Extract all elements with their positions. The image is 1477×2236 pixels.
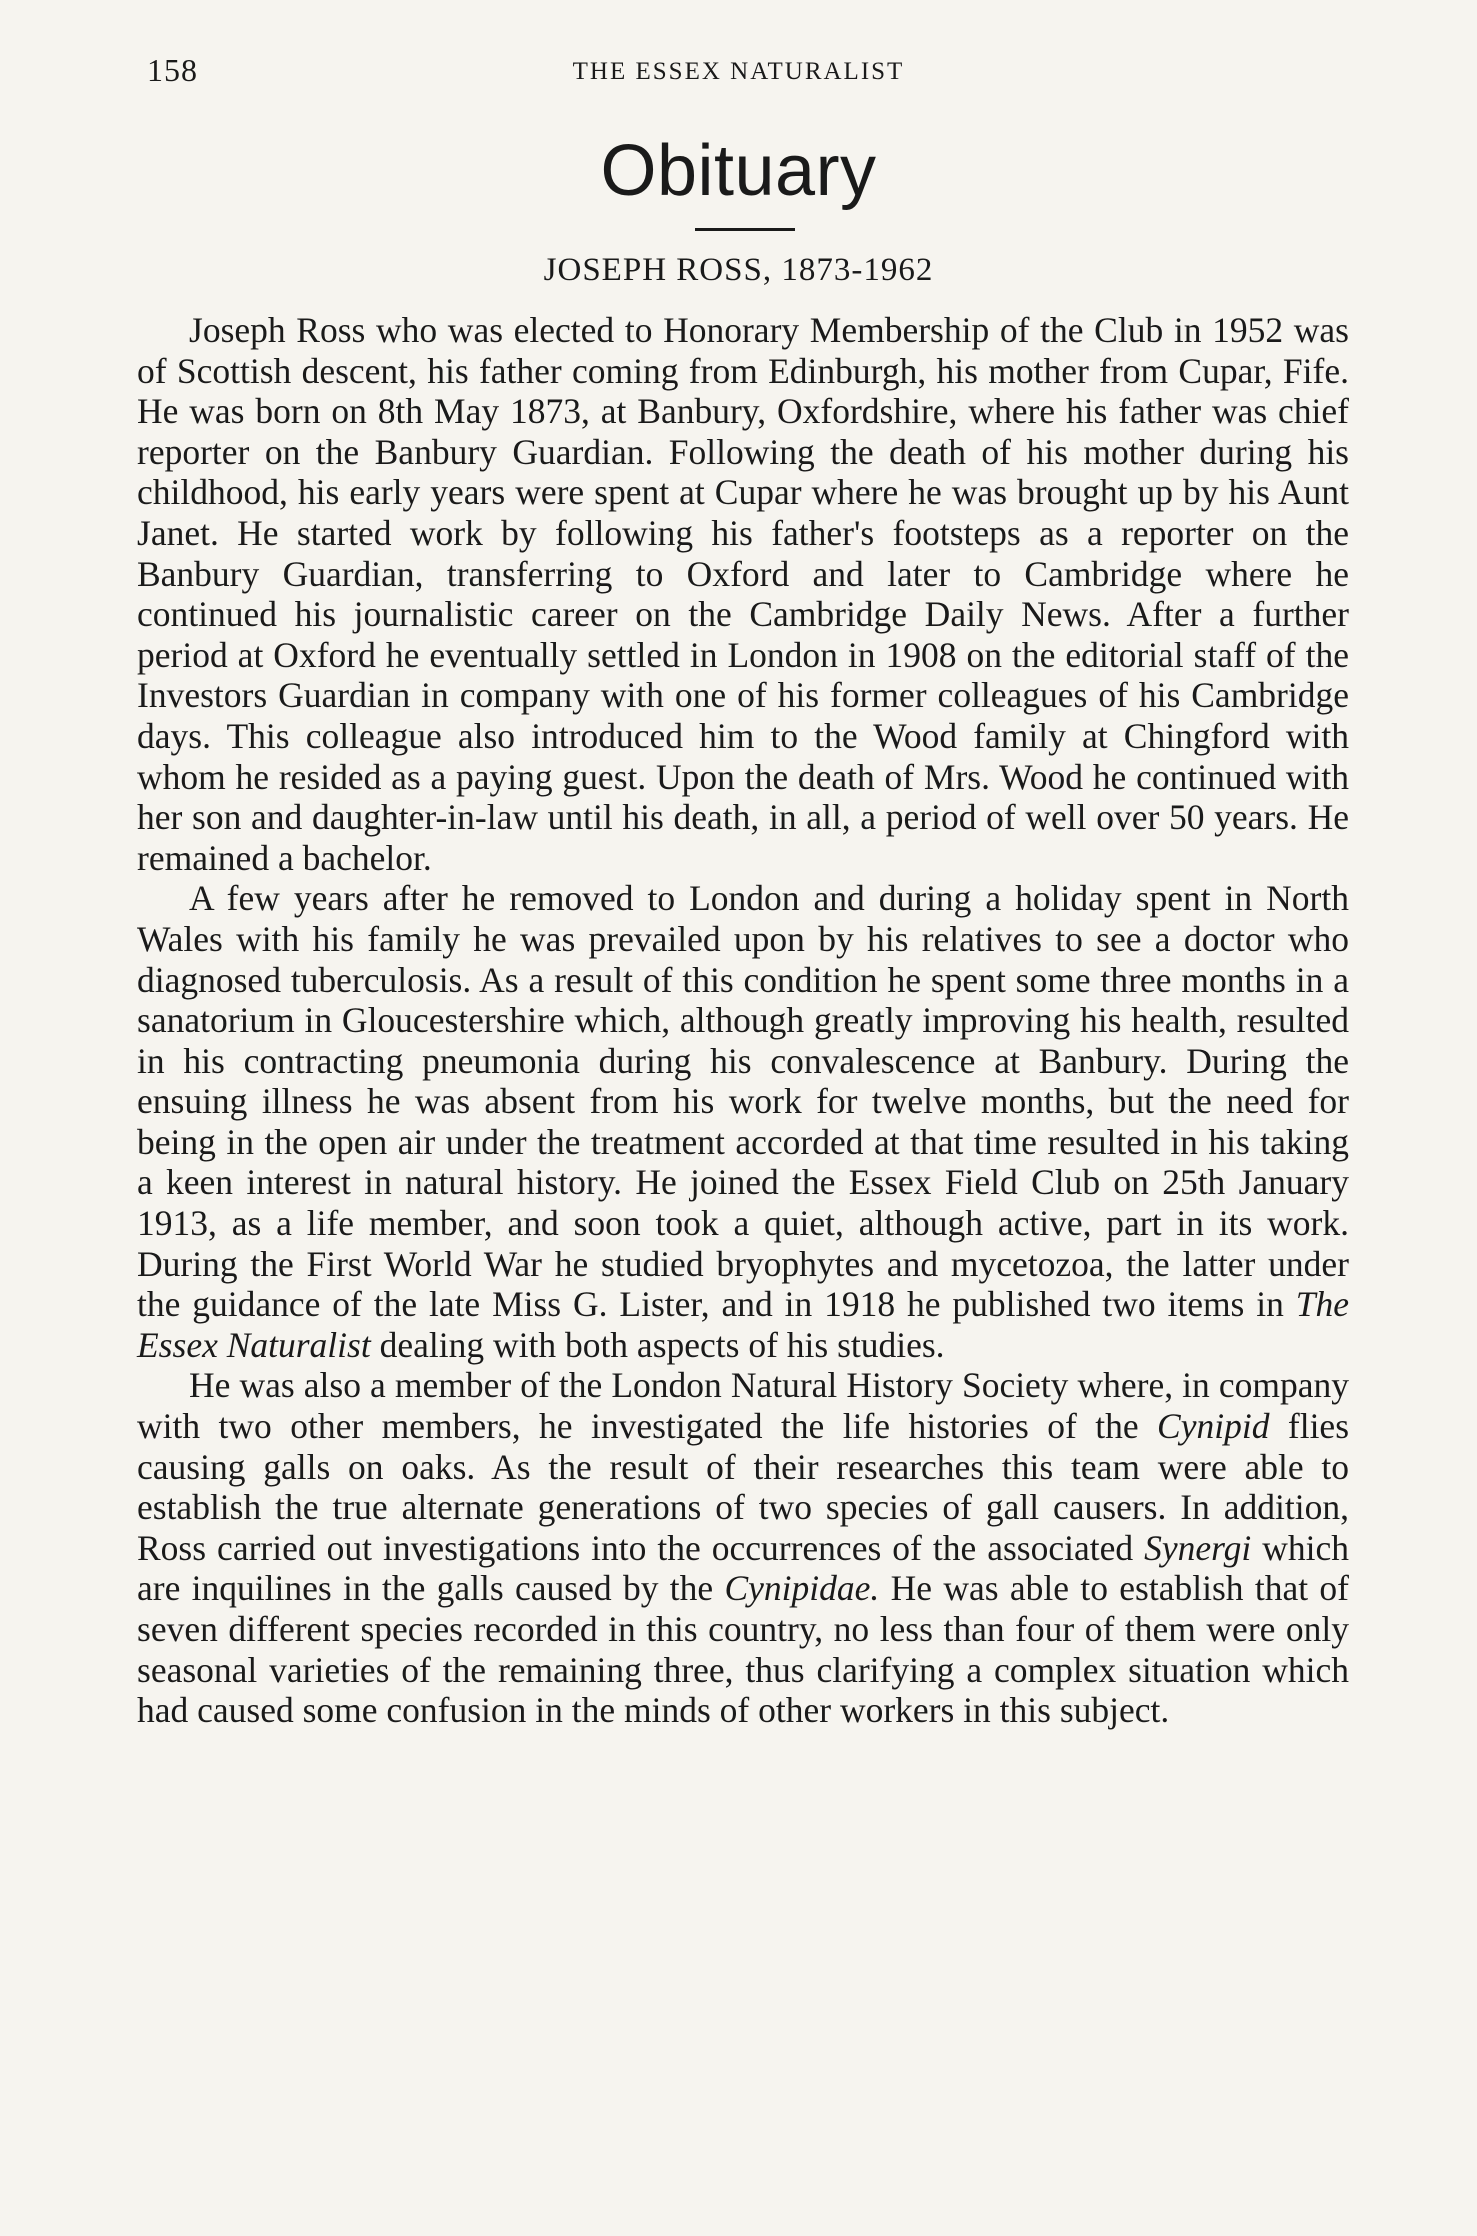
article-title: Obituary [600,131,877,211]
paragraph-2 [137,878,1349,1365]
running-head: THE ESSEX NATURALIST [572,58,905,85]
journal-title: The Essex Naturalist [137,1284,1349,1365]
article-subheading: JOSEPH ROSS, 1873-1962 [543,252,934,288]
page-number: 158 [147,52,198,88]
paragraph-1 [137,310,1349,878]
paragraph-2-text-a: A few years after he removed to London and during a holiday spent in North Wales with his family he was prevailed upon by his relatives to see a doctor who diagnosed tuberculosis. As a result of this condition he spent some three months in a sanatorium in Gloucestershire which, although greatly improving his health, resulted in his contracting pneumonia during his convalescence at Banbury. During the ensuing illness he was absent from his work for twelve months, but the need for being in the open air under the treatment accorded at that time resulted in his taking a keen interest in natural history. He joined the Essex Field Club on 25th January 1913, as a life member, and soon took a quiet, although active, part in its work. During the First World War he studied bryophytes and mycetozoa, the latter under the guidance of the late Miss G. Lister, and in 1918 he published two items in [137,878,1349,1325]
paragraph-3-text-b: flies causing galls on oaks. As the result of their researches this team were able to establish the true alternate generations of two species of gall causers. In addition, Ross carried out investigations into the occurrences of the associated [137,1406,1350,1568]
taxon-synergi: Synergi [1144,1527,1252,1568]
taxon-cynipidae: Cynipidae. [724,1568,880,1609]
paragraph-3-text-c: which are inquilines in the galls caused by the [137,1527,1349,1609]
paragraph-1-text: Joseph Ross who was elected to Honorary Membership of the Club in 1952 was of Scottish descent, his father coming from Edinburgh, his mother from Cupar, Fife. He was born on 8th May 1873, at Banbury, Oxfordshire, where his father was chief reporter on the Banbury Guardian. Following the death of his mother during his childhood, his early years were spent at Cupar where he was brought up by his Aunt Janet. He started work by following his father's footsteps as a reporter on the Banbury Guardian, transferring to Oxford and later to Cambridge where he continued his journalistic career on the Cambridge Daily News. After a further period at Oxford he eventually settled in London in 1908 on the editorial staff of the Investors Guardian in company with one of his former colleagues of his Cambridge days. This colleague also introduced him to the Wood family at Chingford with whom he resided as a paying guest. Upon the death of Mrs. Wood he continued with her son and daughter-in-law until his death, in all, a period of well over 50 years. He remained a bachelor. [137,310,1349,878]
title-rule [695,228,795,231]
paragraph-3 [137,1365,1349,1730]
taxon-cynipid: Cynipid [1157,1406,1270,1447]
paragraph-3-text-a: He was also a member of the London Natural History Society where, in company with two other members, he investigated the life histories of the [137,1365,1349,1447]
paragraph-3-text-d: He was able to establish that of seven different species recorded in this country, no less than four of them were only seasonal varieties of the remaining three, thus clarifying a complex situation which had caused some confusion in the minds of other workers in this subject. [137,1568,1349,1731]
paragraph-2-text-b: dealing with both aspects of his studies. [370,1324,945,1365]
article-body [137,310,1349,1731]
